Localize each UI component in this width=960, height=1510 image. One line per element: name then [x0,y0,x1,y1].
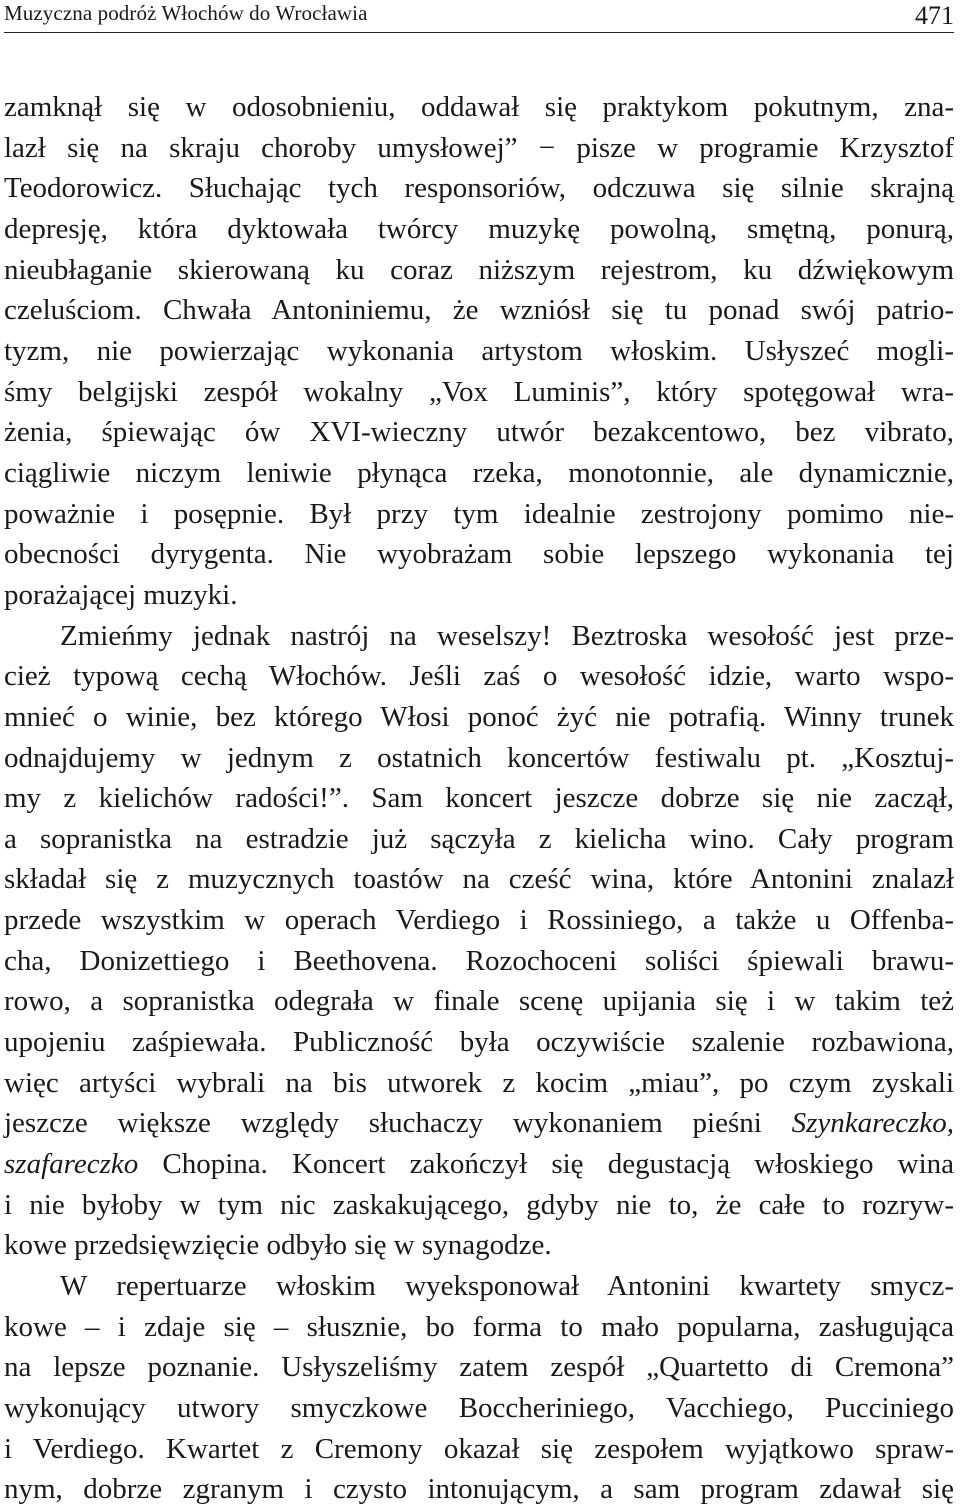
text-line: wykonujący utwory smyczkowe Boccheriniego, Vacchiego, Pucciniego [4,1392,954,1424]
text-line: kowe – i zdaje się – słusznie, bo forma to mało popularna, zasługująca [4,1310,954,1343]
text-line: i nie byłoby w tym nic zaskakującego, gdyby nie to, że całe to rozryw- [4,1188,954,1221]
text-line: obecności dyrygenta. Nie wyobrażam sobie lepszego wykonania tej [4,538,954,571]
running-header [4,0,954,33]
text-line: na lepsze poznanie. Usłyszeliśmy zatem zespół „Quartetto di Cremona” [4,1351,954,1384]
text-line-with-italic [4,1103,954,1144]
paragraph-start: W repertuarze włoskim wyeksponował Antonini kwartety smycz- [60,1270,954,1303]
body-text [4,87,954,1510]
text-line: a sopranistka na estradzie już sączyła z kielicha wino. Cały program [4,822,954,855]
text-line: nym, dobrze zgranym i czysto intonującym, a sam program zdawał się [4,1473,954,1506]
text-line: więc artyści wybrali na bis utworek z kocim „miau”, po czym zyskali [4,1066,954,1099]
text-line: śmy belgijski zespół wokalny „Vox Luminis”, który spotęgował wra- [4,375,954,408]
text-line: poważnie i posępnie. Był przy tym idealnie zestrojony pomimo nie- [4,497,954,530]
text-line: kowe przedsięwzięcie odbyło się w synagodze. [4,1229,552,1262]
italic-title: szafareczko [4,1148,139,1181]
text-line-with-italic [4,1144,954,1185]
text-line: zamknął się w odosobnieniu, oddawał się praktykom pokutnym, zna- [4,91,954,123]
text-line: lazł się na skraju choroby umysłowej” − pisze w programie Krzysztof [4,131,954,164]
text-line: i Verdiego. Kwartet z Cremony okazał się zespołem wyjątkowo spraw- [4,1432,954,1465]
text-segment: Chopina. Koncert zakończył się degustacją włoskiego wina [138,1148,954,1181]
text-line: mnieć o winie, bez którego Włosi ponoć żyć nie potrafią. Winny trunek [4,700,954,733]
paragraph-start: Zmieńmy jednak nastrój na weselszy! Beztroska wesołość jest prze- [60,619,954,652]
text-line: składał się z muzycznych toastów na cześć wina, które Antonini znalazł [4,863,954,896]
italic-title: Szynkareczko, [791,1107,954,1140]
text-line: porażającej muzyki. [4,578,238,611]
text-line: cież typową cechą Włochów. Jeśli zaś o wesołość idzie, warto wspo- [4,660,954,693]
text-line: odnajdujemy w jednym z ostatnich koncertów festiwalu pt. „Kosztuj- [4,741,954,774]
text-line: ciągliwie niczym leniwie płynąca rzeka, monotonnie, ale dynamicznie, [4,456,954,489]
text-line: my z kielichów radości!”. Sam koncert jeszcze dobrze się nie zaczął, [4,782,954,815]
page-number: 471 [915,1,954,30]
text-line: rowo, a sopranistka odegrała w finale scenę upijania się i w takim też [4,985,954,1018]
text-line: Teodorowicz. Słuchając tych responsoriów, odczuwa się silnie skrajną [4,172,954,205]
text-line: upojeniu zaśpiewała. Publiczność była oczywiście szalenie rozbawiona, [4,1026,954,1059]
running-title: Muzyczna podróż Włochów do Wrocławia [4,1,368,25]
text-line: cha, Donizettiego i Beethovena. Rozochoceni soliści śpiewali brawu- [4,944,954,977]
text-segment: jeszcze większe względy słuchaczy wykonaniem pieśni [4,1107,762,1140]
text-line: przede wszystkim w operach Verdiego i Rossiniego, a także u Offenba- [4,904,954,937]
text-line: czeluściom. Chwała Antoniniemu, że wzniósł się tu ponad swój patrio- [4,294,954,327]
text-line: nieubłaganie skierowaną ku coraz niższym rejestrom, ku dźwiękowym [4,253,954,286]
text-line: tyzm, nie powierzając wykonania artystom włoskim. Usłyszeć mogli- [4,334,954,367]
text-line: żenia, śpiewając ów XVI-wieczny utwór bezakcentowo, bez vibrato, [4,416,954,449]
text-line: depresję, która dyktowała twórcy muzykę powolną, smętną, ponurą, [4,212,954,245]
